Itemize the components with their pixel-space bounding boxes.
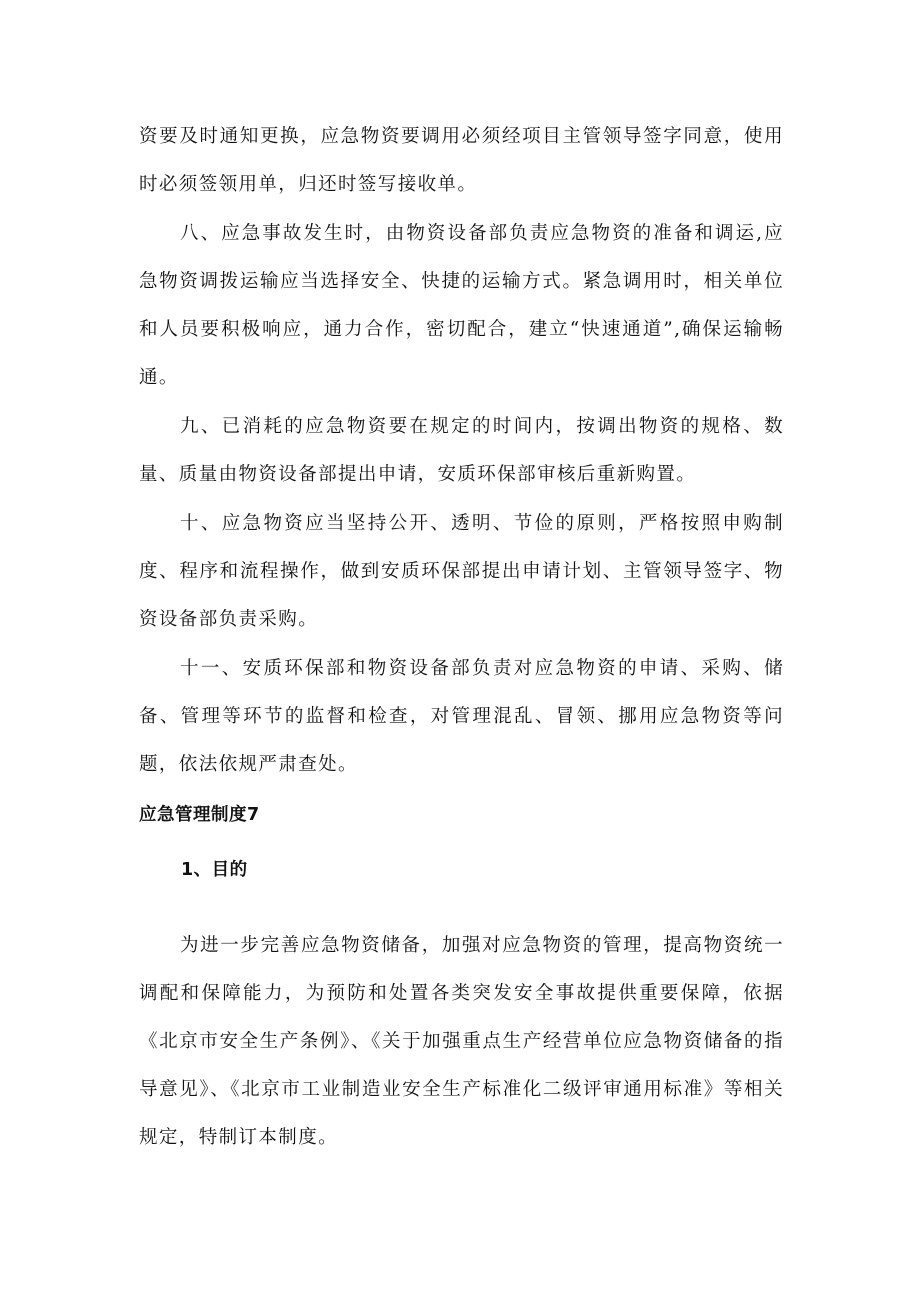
section-title: 应急管理制度7 bbox=[139, 805, 260, 825]
paragraph-item-11: 十一、安质环保部和物资设备部负责对应急物资的申请、采购、储备、管理等环节的监督和检查，对管理混乱、冒领、挪用应急物资等问题，依法依规严肃查处。 bbox=[139, 658, 784, 775]
paragraph-item-9: 九、已消耗的应急物资要在规定的时间内，按调出物资的规格、数量、质量由物资设备部提出申请，安质环保部审核后重新购置。 bbox=[139, 416, 784, 485]
paragraph-continued: 资要及时通知更换，应急物资要调用必须经项目主管领导签字同意，使用时必须签领用单，归还时签写接收单。 bbox=[139, 126, 784, 195]
paragraph-item-10: 十、应急物资应当坚持公开、透明、节俭的原则，严格按照申购制度、程序和流程操作，做到安质环保部提出申请计划、主管领导签字、物资设备部负责采购。 bbox=[139, 513, 784, 630]
section-subtitle: 1、目的 bbox=[181, 860, 248, 880]
paragraph-purpose: 为进一步完善应急物资储备，加强对应急物资的管理，提高物资统一调配和保障能力，为预防和处置各类突发安全事故提供重要保障，依据《北京市安全生产条例》、《关于加强重点生产经营单位应急物资储备的指导意见》、《北京市工业制造业安全生产标准化二级评审通用标准》等相关规定，特制订本制度。 bbox=[139, 935, 784, 1148]
paragraph-item-8: 八、应急事故发生时，由物资设备部负责应急物资的准备和调运,应急物资调拨运输应当选择安全、快捷的运输方式。紧急调用时，相关单位和人员要积极响应，通力合作，密切配合，建立“快速通道”,确保运输畅通。 bbox=[139, 223, 784, 388]
